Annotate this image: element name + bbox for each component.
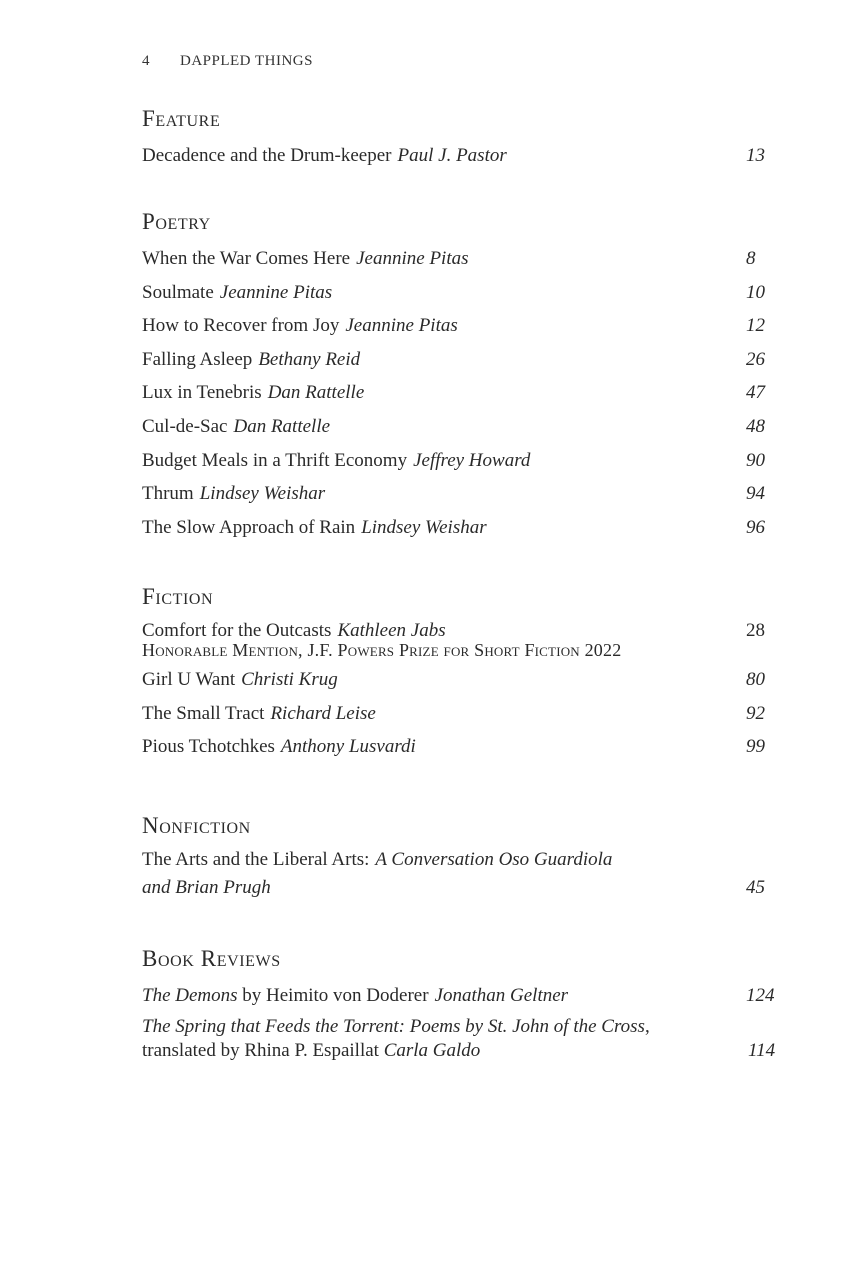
- toc-entry[interactable]: [142, 309, 782, 343]
- entry-title: Girl U Want: [142, 669, 236, 690]
- section-feature: [142, 104, 782, 173]
- entry-page: 80: [746, 669, 765, 690]
- entry-author: Anthony Lusvardi: [280, 736, 416, 758]
- entry-page: 96: [746, 516, 765, 538]
- entry-subtitle: A Conversation Oso Guardiola: [375, 849, 613, 870]
- journal-title: DAPPLED THINGS: [180, 53, 313, 69]
- entry-page: 10: [746, 281, 765, 303]
- entry-page: 12: [746, 315, 765, 337]
- entry-page: 124: [746, 985, 775, 1006]
- toc-entry[interactable]: [142, 276, 782, 310]
- toc-entry[interactable]: [142, 846, 782, 902]
- section-title-nonfiction: Nonfiction: [142, 813, 251, 838]
- toc-entry[interactable]: [142, 979, 782, 1013]
- toc-entry[interactable]: [142, 697, 782, 731]
- toc-entry[interactable]: [142, 617, 782, 643]
- entry-author: Carla Galdo: [383, 1039, 481, 1061]
- entry-title: Thrum: [142, 483, 194, 505]
- entry-title: Pious Tchotchkes: [142, 736, 275, 758]
- toc-entry[interactable]: [142, 663, 782, 697]
- entry-author: Paul J. Pastor: [397, 145, 507, 166]
- running-head: [142, 53, 313, 70]
- entry-page: 92: [746, 702, 765, 724]
- review-book-title: The Demons: [142, 985, 238, 1006]
- entry-title: Decadence and the Drum-keeper: [142, 145, 392, 166]
- toc-entry[interactable]: [142, 410, 782, 444]
- review-translator: translated by Rhina P. Espaillat: [142, 1039, 379, 1061]
- entry-page: 90: [746, 449, 765, 471]
- entry-author: Christi Krug: [241, 669, 338, 690]
- entry-page: 94: [746, 483, 765, 505]
- entry-title: The Arts and the Liberal Arts:: [142, 849, 370, 870]
- toc-entry[interactable]: [142, 343, 782, 377]
- entry-author: Dan Rattelle: [233, 415, 331, 437]
- review-comma: ,: [644, 1015, 650, 1037]
- toc-entry[interactable]: [142, 242, 782, 276]
- entry-title: Comfort for the Outcasts: [142, 620, 332, 641]
- entry-page: 48: [746, 415, 765, 437]
- entry-page: 45: [746, 877, 765, 898]
- review-book-title: The Spring that Feeds the Torrent: Poems by St. John of the Cross: [142, 1015, 645, 1037]
- entry-title: Lux in Tenebris: [142, 382, 262, 404]
- entry-author: Jonathan Geltner: [434, 985, 569, 1006]
- review-book-author: by Heimito von Doderer: [242, 985, 429, 1006]
- entry-author: Lindsey Weishar: [361, 516, 487, 538]
- entry-author: Dan Rattelle: [267, 382, 365, 404]
- entry-author: Richard Leise: [270, 702, 376, 724]
- section-book-reviews: [142, 944, 782, 1063]
- entry-page: 26: [746, 348, 765, 370]
- entry-author: Lindsey Weishar: [199, 483, 326, 505]
- toc-entry[interactable]: [142, 444, 782, 478]
- section-poetry: [142, 207, 782, 544]
- toc-entry[interactable]: [142, 139, 782, 173]
- entry-author: Jeannine Pitas: [219, 281, 333, 303]
- entry-title: The Slow Approach of Rain: [142, 516, 356, 538]
- award-note: Honorable Mention, J.F. Powers Prize for Short Fiction 2022: [142, 640, 622, 660]
- entry-page: 8: [746, 248, 756, 269]
- toc-entry[interactable]: [142, 376, 782, 410]
- section-title-feature: Feature: [142, 106, 221, 131]
- section-title-book-reviews: Book Reviews: [142, 946, 281, 971]
- entry-page: 47: [746, 382, 765, 404]
- entry-title: Budget Meals in a Thrift Economy: [142, 449, 408, 471]
- entry-page: 28: [746, 620, 765, 641]
- section-nonfiction: [142, 811, 782, 902]
- entry-title: Soulmate: [142, 281, 214, 303]
- section-title-fiction: Fiction: [142, 584, 214, 609]
- toc-entry[interactable]: [142, 477, 782, 511]
- entry-author: Kathleen Jabs: [337, 620, 446, 641]
- entry-page: 99: [746, 736, 765, 758]
- entry-title: Cul-de-Sac: [142, 415, 228, 437]
- toc-entry[interactable]: [142, 730, 782, 764]
- entry-title: When the War Comes Here: [142, 248, 351, 269]
- entry-page: 13: [746, 145, 765, 166]
- entry-author: Bethany Reid: [258, 348, 361, 370]
- entry-author: Jeannine Pitas: [345, 315, 458, 337]
- entry-page: 114: [748, 1039, 776, 1061]
- section-fiction: [142, 582, 782, 764]
- entry-title: Falling Asleep: [142, 348, 253, 370]
- entry-title: How to Recover from Joy: [142, 315, 340, 337]
- entry-author: Jeffrey Howard: [413, 449, 531, 471]
- toc-entry[interactable]: [142, 511, 782, 545]
- toc-entry[interactable]: [142, 1015, 782, 1063]
- page-number: 4: [142, 53, 150, 69]
- entry-title: The Small Tract: [142, 702, 265, 724]
- entry-author: and Brian Prugh: [142, 877, 271, 898]
- section-title-poetry: Poetry: [142, 209, 211, 234]
- entry-author: Jeannine Pitas: [356, 248, 469, 269]
